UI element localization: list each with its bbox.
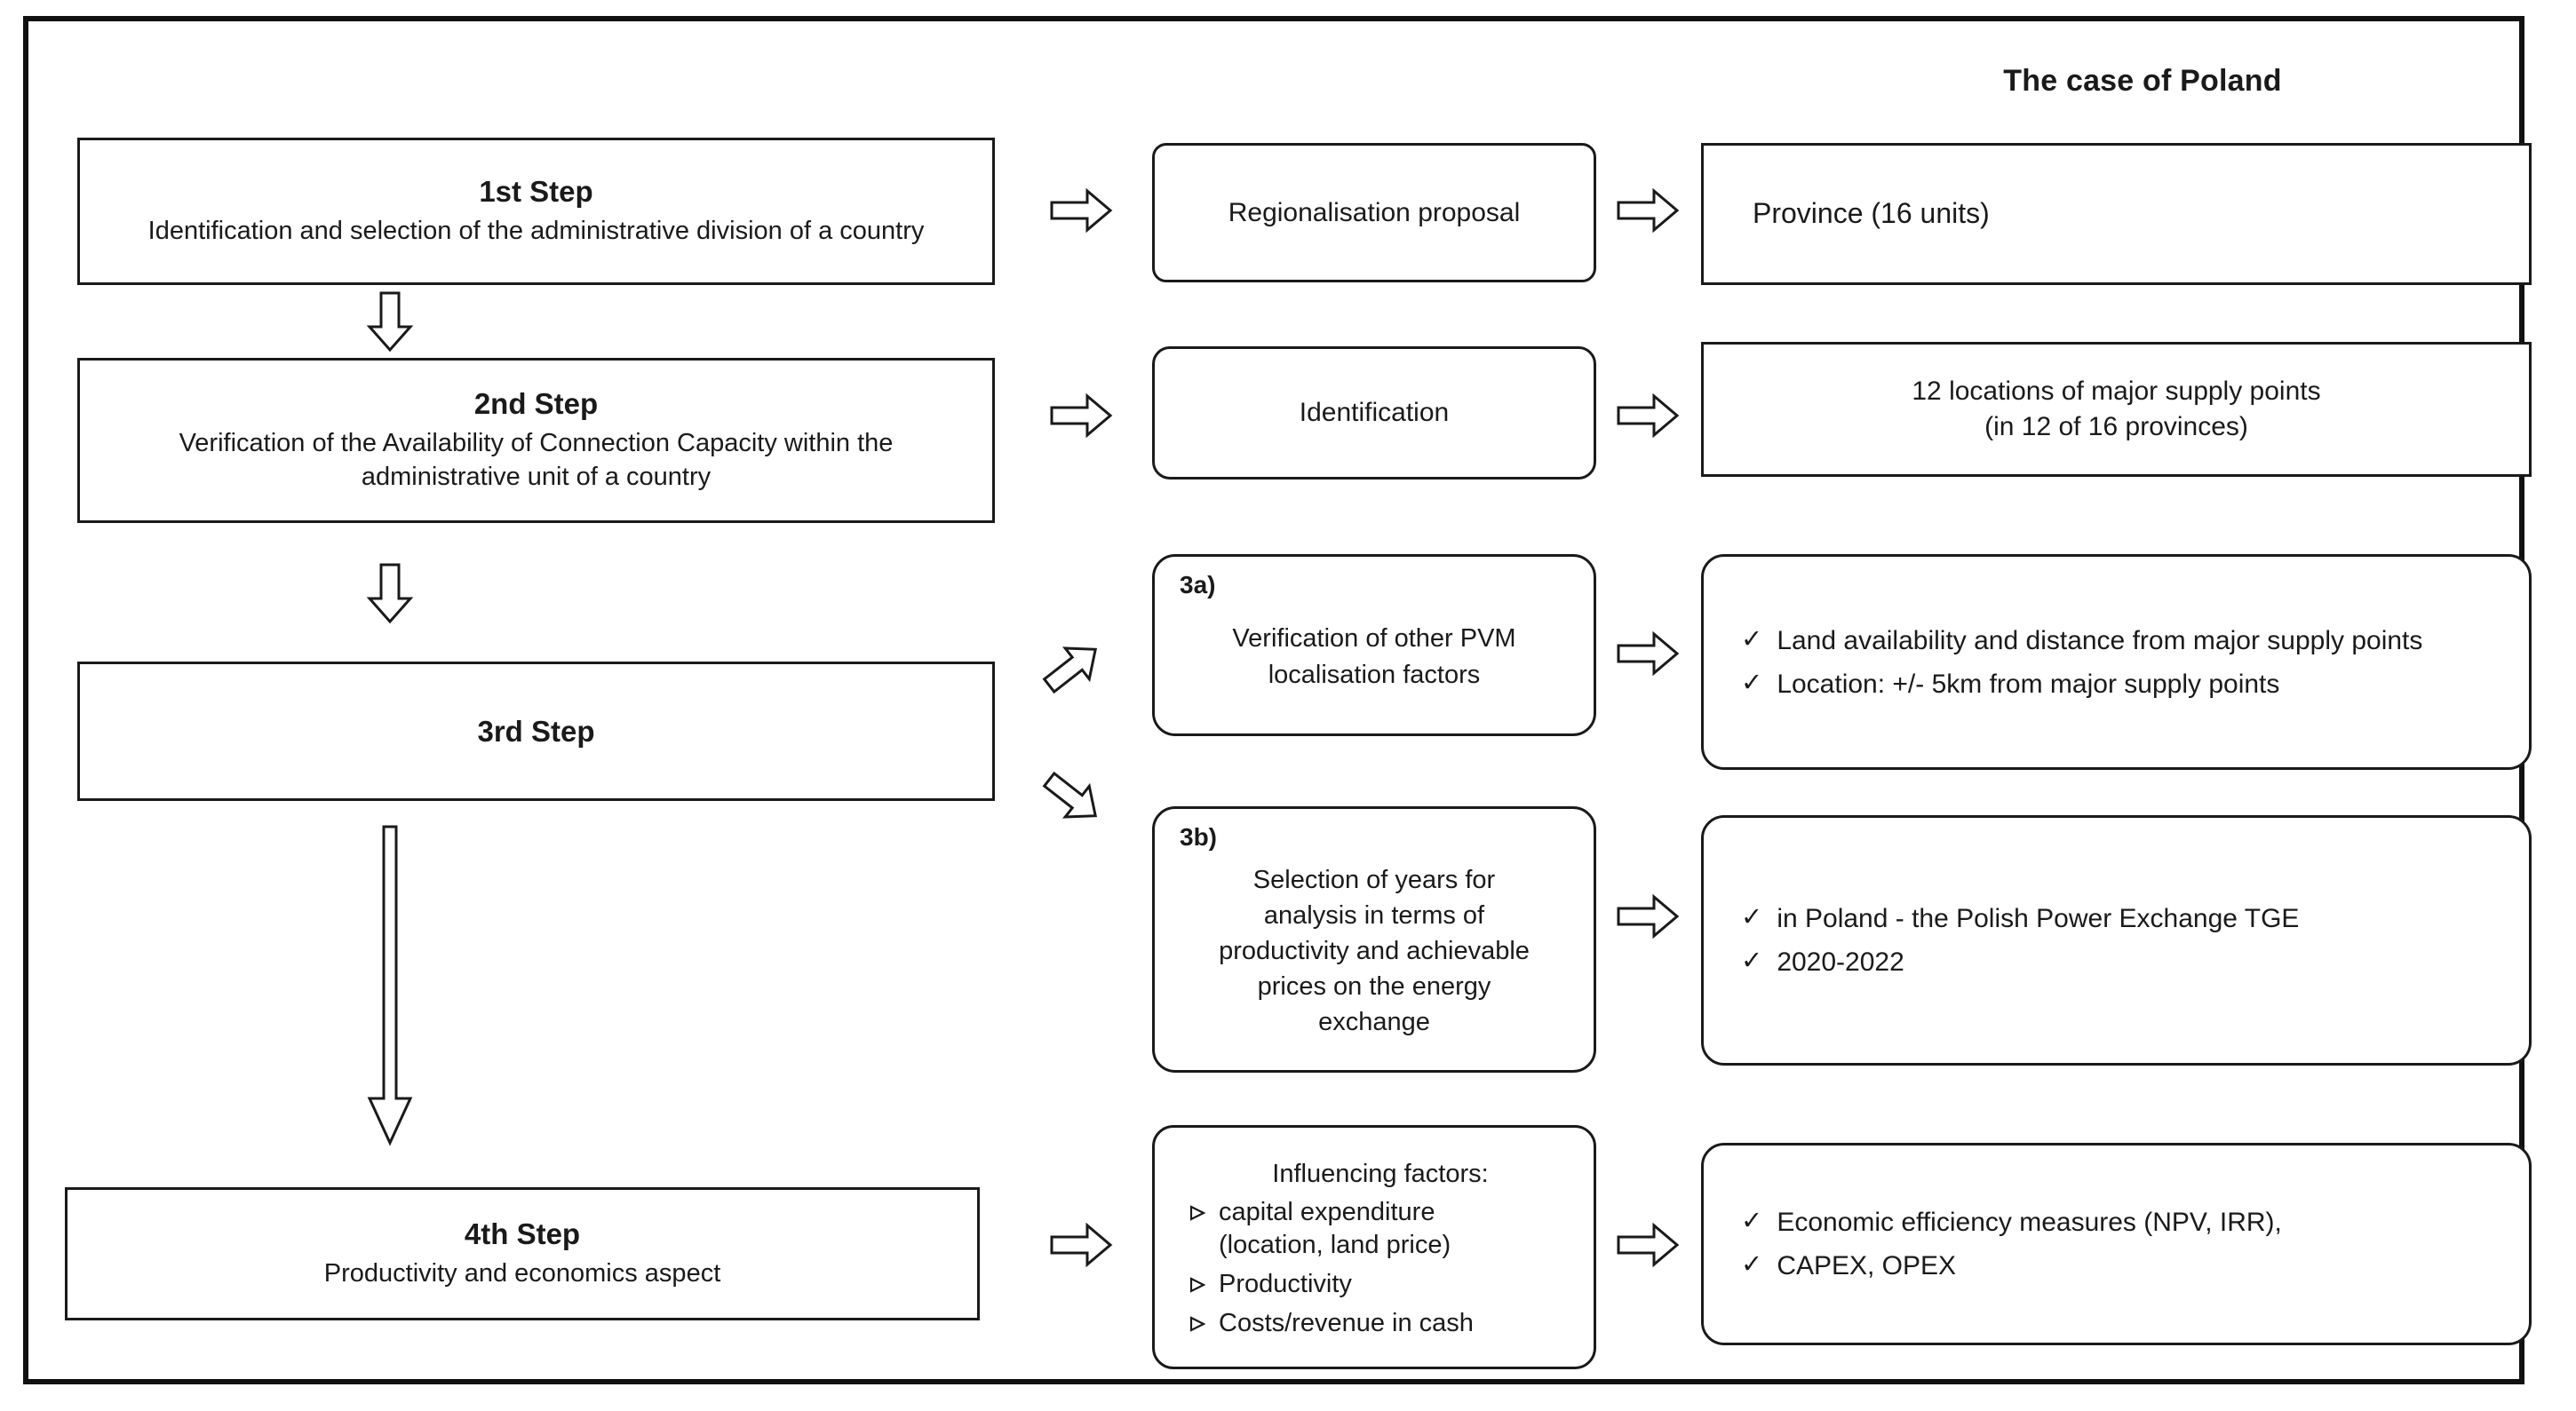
check-item-text: Land availability and distance from major supply points (1777, 625, 2423, 655)
right-block-arrow-icon (1050, 186, 1114, 234)
diagram-frame (23, 16, 2524, 1384)
right-block-arrow-icon (1050, 1221, 1114, 1269)
locations-result-box (1701, 342, 2532, 477)
step-2-heading: 2nd Step (473, 386, 599, 420)
check-item (1741, 667, 2492, 702)
influencing-factor-text: capital expenditure (location, land price) (1219, 1197, 1451, 1260)
locations-result-line1: 12 locations of major supply points (1912, 376, 2321, 406)
step-1-heading: 1st Step (479, 174, 593, 208)
right-block-arrow-icon (1617, 392, 1681, 440)
influencing-factor-text: Costs/revenue in cash (1219, 1308, 1474, 1337)
long-down-block-arrow-icon (366, 825, 414, 1146)
regionalisation-proposal-box (1152, 143, 1596, 282)
step-4-box (65, 1187, 980, 1320)
down-block-arrow-icon (366, 291, 414, 353)
step-3b-box (1152, 806, 1596, 1073)
step-3b-results-box (1701, 815, 2532, 1066)
check-item-text: CAPEX, OPEX (1777, 1251, 1957, 1280)
step-4-heading: 4th Step (464, 1217, 581, 1250)
identification-box (1152, 346, 1596, 480)
step-2-body: Verification of the Availability of Connection Capacity within the administrative unit of a country (179, 428, 894, 491)
regionalisation-proposal-label: Regionalisation proposal (1228, 197, 1521, 227)
right-block-arrow-icon (1617, 186, 1681, 234)
step-1-box (77, 138, 995, 285)
step-3a-body: Verification of other PVM localisation factors (1232, 624, 1516, 689)
check-item (1741, 1248, 2492, 1283)
diagram-title: The case of Poland (2003, 64, 2282, 98)
check-item (1741, 901, 2492, 936)
influencing-factors-box (1152, 1125, 1596, 1369)
step-3b-tag: 3b) (1180, 823, 1217, 851)
right-block-arrow-icon (1617, 1221, 1681, 1269)
checkmark-icon: ✓ (1741, 1250, 1763, 1279)
checkmark-icon: ✓ (1741, 668, 1763, 697)
step-3-box (77, 662, 995, 801)
right-block-arrow-icon (1050, 392, 1114, 440)
step-2-box (77, 358, 995, 523)
step-3b-body: Selection of years for analysis in terms of productivity and achievable prices on the energy exchange (1219, 865, 1530, 1037)
up-right-block-arrow-icon (1033, 629, 1113, 706)
down-block-arrow-icon (366, 563, 414, 625)
locations-result-line2: (in 12 of 16 provinces) (1984, 412, 2248, 441)
checkmark-icon: ✓ (1741, 947, 1763, 975)
checkmark-icon: ✓ (1741, 624, 1763, 654)
down-right-block-arrow-icon (1033, 760, 1113, 837)
check-item-text: Location: +/- 5km from major supply points (1777, 669, 2280, 699)
province-result-label: Province (16 units) (1753, 197, 1990, 230)
step-3-heading: 3rd Step (477, 714, 595, 748)
checkmark-icon: ✓ (1741, 903, 1763, 931)
step-3a-results-box (1701, 554, 2532, 770)
check-item (1741, 945, 2492, 979)
check-item-text: 2020-2022 (1777, 947, 1904, 977)
influencing-factor-item (1189, 1268, 1572, 1302)
checkmark-icon: ✓ (1741, 1207, 1763, 1235)
influencing-factor-text: Productivity (1219, 1270, 1352, 1298)
identification-label: Identification (1299, 398, 1450, 427)
influencing-factor-item (1189, 1307, 1572, 1341)
check-item (1741, 623, 2492, 658)
influencing-factor-item (1189, 1196, 1572, 1263)
right-block-arrow-icon (1617, 892, 1681, 940)
step-4-body: Productivity and economics aspect (323, 1258, 721, 1288)
step-1-body: Identification and selection of the administrative division of a country (147, 216, 925, 245)
arrowhead-bullet-icon (1189, 1204, 1206, 1222)
step-4-results-box (1701, 1143, 2532, 1345)
influencing-factors-heading: Influencing factors: (1272, 1159, 1489, 1188)
province-result-box (1701, 143, 2532, 285)
arrowhead-bullet-icon (1189, 1276, 1206, 1294)
check-item-text: in Poland - the Polish Power Exchange TGE (1777, 904, 2300, 933)
arrowhead-bullet-icon (1189, 1315, 1206, 1333)
step-3a-box (1152, 554, 1596, 736)
step-3a-tag: 3a) (1180, 571, 1216, 598)
check-item (1741, 1205, 2492, 1240)
right-block-arrow-icon (1617, 630, 1681, 678)
check-item-text: Economic efficiency measures (NPV, IRR), (1777, 1208, 2282, 1237)
